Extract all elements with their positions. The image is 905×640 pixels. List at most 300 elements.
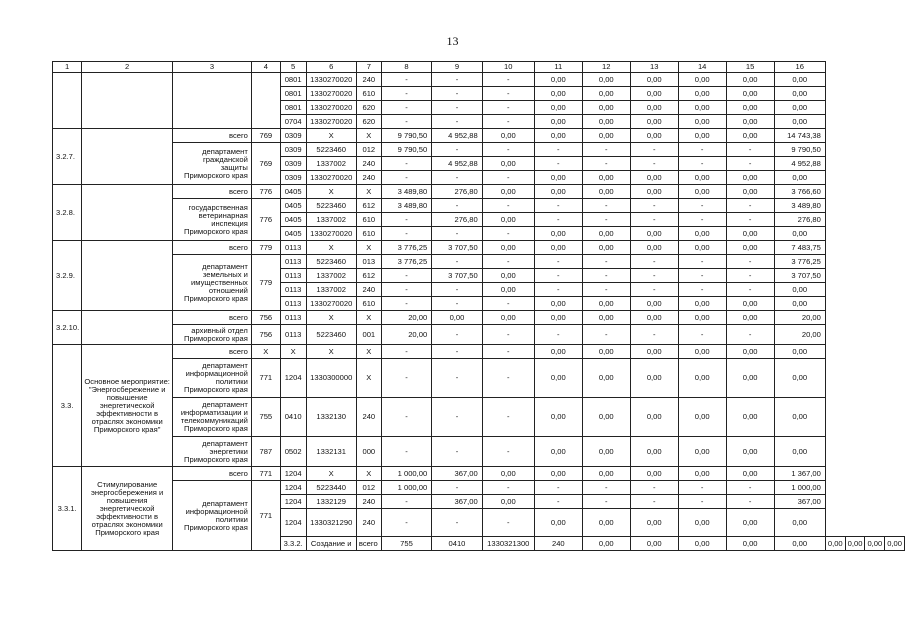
table-cell: 0,00 [582,398,630,437]
table-cell: 0,00 [726,129,774,143]
table-cell: 9 790,50 [774,143,825,157]
table-cell: 0,00 [582,185,630,199]
table-cell: 769 [251,129,280,143]
table-cell: 0,00 [726,101,774,115]
table-cell: 012 [356,143,381,157]
table-cell: 0,00 [678,101,726,115]
table-row [53,129,905,143]
table-cell: 0,00 [678,537,726,551]
table-cell: 1337002 [306,157,356,171]
table-cell: 0,00 [534,345,582,359]
table-cell: - [381,269,432,283]
table-cell: 3 707,50 [432,241,483,255]
table-cell: - [582,143,630,157]
table-cell: - [482,509,534,537]
table-cell: - [630,157,678,171]
table-row [53,398,905,437]
table-cell: X [356,467,381,481]
table-cell: 0,00 [726,227,774,241]
table-cell: 0,00 [630,73,678,87]
table-cell: 0,00 [432,311,483,325]
table-cell: - [726,213,774,227]
table-cell: 0,00 [630,467,678,481]
column-header: 1 [53,62,82,73]
total-label: всего [173,467,252,481]
table-cell: - [381,297,432,311]
table-cell: 012 [356,481,381,495]
table-cell: 776 [251,199,280,241]
table-cell: - [381,73,432,87]
table-cell: 0405 [280,213,306,227]
table-cell: 0,00 [726,73,774,87]
table-cell: 0,00 [774,283,825,297]
table-cell: 276,80 [774,213,825,227]
table-cell: - [381,509,432,537]
table-cell: 0,00 [482,467,534,481]
table-cell: 0,00 [726,509,774,537]
table-cell: 0,00 [774,359,825,398]
table-cell: - [534,199,582,213]
table-cell: X [280,345,306,359]
table-cell: - [432,143,483,157]
column-header: 6 [306,62,356,73]
table-cell: - [534,325,582,345]
table-cell: - [432,359,483,398]
table-cell: 0,00 [482,269,534,283]
table-cell: - [678,157,726,171]
table-cell: 001 [356,325,381,345]
table-cell [82,241,173,311]
table-cell: 0,00 [630,87,678,101]
table-cell: 240 [356,398,381,437]
table-cell: 610 [356,213,381,227]
table-cell: 0,00 [630,227,678,241]
table-cell: - [381,437,432,467]
table-cell: X [306,467,356,481]
table-cell: - [482,398,534,437]
department-name: архивный отдел Приморского края [173,325,252,345]
table-cell [82,311,173,345]
table-cell: 779 [251,241,280,255]
table-cell: 0113 [280,255,306,269]
table-cell: - [432,199,483,213]
table-cell: 3 489,80 [381,199,432,213]
table-cell: 0,00 [726,311,774,325]
table-cell: - [482,87,534,101]
table-cell: - [726,283,774,297]
table-cell: 5223440 [306,481,356,495]
table-cell: 0,00 [774,227,825,241]
table-cell: - [381,359,432,398]
table-cell: 0,00 [678,467,726,481]
table-cell: X [356,345,381,359]
table-cell: 0,00 [630,171,678,185]
table-cell: 0405 [280,185,306,199]
table-cell [53,73,82,129]
table-cell: - [534,283,582,297]
table-cell: 0405 [280,199,306,213]
table-cell: 1330270020 [306,87,356,101]
table-cell: 5223460 [306,199,356,213]
table-cell: 620 [356,101,381,115]
table-row [53,345,905,359]
column-header: 11 [534,62,582,73]
table-cell: 20,00 [381,311,432,325]
table-cell: - [582,199,630,213]
table-cell: - [630,325,678,345]
table-cell: - [678,213,726,227]
table-cell: 20,00 [774,311,825,325]
row-number: 3.3. [53,345,82,467]
table-cell: 0,00 [630,101,678,115]
table-cell: 1 000,00 [774,481,825,495]
table-cell: 0,00 [726,185,774,199]
table-cell: - [432,481,483,495]
table-cell [173,73,252,129]
table-cell [82,185,173,241]
table-cell: 0,00 [582,171,630,185]
department-name: департамент информатизации и телекоммуникаций Приморского края [173,398,252,437]
table-cell: 0,00 [482,129,534,143]
table-cell: 0113 [280,269,306,283]
table-cell: 0,00 [726,437,774,467]
table-cell: 0,00 [582,73,630,87]
row-number: 3.3.2. [280,537,306,551]
header-row [53,62,905,73]
table-cell: 1204 [280,467,306,481]
table-cell: 0,00 [678,87,726,101]
table-cell: 1330321290 [306,509,356,537]
table-cell: 0,00 [726,241,774,255]
table-cell: 0113 [280,325,306,345]
total-label: всего [356,537,381,551]
table-row [53,185,905,199]
table-cell: 0,00 [630,129,678,143]
table-cell: - [534,143,582,157]
table-cell: - [582,481,630,495]
table-cell: 0,00 [534,227,582,241]
table-cell: 240 [356,171,381,185]
table-cell: 3 776,25 [381,255,432,269]
table-cell: - [726,143,774,157]
table-cell: - [381,115,432,129]
table-cell: 240 [356,509,381,537]
table-cell: 787 [251,437,280,467]
table-cell: - [381,101,432,115]
row-number: 3.2.7. [53,129,82,185]
table-row [53,437,905,467]
table-cell: 0,00 [774,171,825,185]
table-cell: 1204 [280,495,306,509]
table-cell: 0,00 [726,537,774,551]
table-cell: - [630,495,678,509]
table-cell: 5223460 [306,143,356,157]
table-cell: 0113 [280,241,306,255]
table-cell: - [630,143,678,157]
table-cell: 612 [356,199,381,213]
total-label: всего [173,241,252,255]
table-cell: 0,00 [482,283,534,297]
column-header: 4 [251,62,280,73]
table-cell: 1330300000 [306,359,356,398]
table-cell: 1332130 [306,398,356,437]
table-cell: 0,00 [630,115,678,129]
table-cell: 1 367,00 [774,467,825,481]
table-cell: - [381,398,432,437]
table-cell: - [381,171,432,185]
table-cell: - [381,227,432,241]
table-cell: 1330270020 [306,171,356,185]
table-cell: 0,00 [534,171,582,185]
table-cell: X [356,185,381,199]
table-cell: 0,00 [678,73,726,87]
table-cell: 0,00 [726,398,774,437]
table-cell: 0,00 [774,101,825,115]
table-cell: - [582,325,630,345]
table-cell: 0,00 [774,297,825,311]
table-cell: 0704 [280,115,306,129]
table-cell: 0,00 [582,297,630,311]
table-cell: - [582,255,630,269]
table-cell: - [482,143,534,157]
table-cell: - [726,481,774,495]
table-cell: 0309 [280,129,306,143]
table-cell: 0,00 [678,241,726,255]
table-cell: - [482,345,534,359]
table-cell: 0,00 [582,345,630,359]
table-cell: 1330270020 [306,73,356,87]
table-cell: 0,00 [678,345,726,359]
table-cell: 0,00 [582,537,630,551]
table-cell: 610 [356,297,381,311]
table-cell: 0,00 [885,537,905,551]
table-cell: 0309 [280,171,306,185]
table-cell: - [482,325,534,345]
table-cell: 367,00 [432,495,483,509]
table-cell: - [432,255,483,269]
table-cell: 0,00 [678,185,726,199]
department-name: департамент информационной политики Приморского края [173,481,252,551]
table-cell: - [432,87,483,101]
table-cell: - [534,481,582,495]
column-header: 12 [582,62,630,73]
table-cell: 0,00 [774,398,825,437]
table-cell: 1330270020 [306,297,356,311]
table-cell: - [630,199,678,213]
table-cell: 0,00 [678,311,726,325]
table-row [53,325,905,345]
table-cell: 0,00 [482,495,534,509]
table-row [53,143,905,157]
table-cell: 240 [356,495,381,509]
table-cell: 3 707,50 [432,269,483,283]
table-cell: - [482,255,534,269]
table-cell: 0309 [280,143,306,157]
table-row [53,199,905,213]
table-cell: 0801 [280,101,306,115]
table-row [53,311,905,325]
table-cell: - [726,269,774,283]
table-cell: 1330270020 [306,227,356,241]
table-cell: 0,00 [726,359,774,398]
table-cell: 3 776,25 [381,241,432,255]
table-cell: 756 [251,325,280,345]
table-cell: 0,00 [630,241,678,255]
table-cell: 0,00 [534,311,582,325]
table-cell: 0,00 [678,115,726,129]
table-cell: 0,00 [630,398,678,437]
table-cell: - [482,359,534,398]
table-cell: 0,00 [482,185,534,199]
table-cell: 0,00 [582,437,630,467]
table-cell: X [306,129,356,143]
table-cell: - [381,495,432,509]
column-header: 5 [280,62,306,73]
table-cell: - [381,213,432,227]
total-label: всего [173,129,252,143]
total-label: всего [173,185,252,199]
page-number: 13 [446,34,459,48]
table-cell: X [356,241,381,255]
table-cell [82,129,173,185]
table-cell: - [726,199,774,213]
table-cell: 1330321300 [482,537,534,551]
table-cell: - [534,157,582,171]
table-cell: - [482,73,534,87]
table-cell: 7 483,75 [774,241,825,255]
table-cell: 3 489,80 [381,185,432,199]
table-cell: 0,00 [534,129,582,143]
table-cell: 0,00 [582,115,630,129]
table-cell: 0,00 [582,87,630,101]
table-cell: 0,00 [582,241,630,255]
table-cell: 610 [356,227,381,241]
table-cell: 0,00 [726,297,774,311]
table-cell: 0,00 [582,227,630,241]
table-cell: 0,00 [726,467,774,481]
column-header: 2 [82,62,173,73]
table-cell: - [630,269,678,283]
table-row [53,359,905,398]
table-cell: 0,00 [534,185,582,199]
table-cell: X [306,311,356,325]
table-cell: 4 952,88 [432,157,483,171]
table-cell: 0,00 [482,157,534,171]
table-cell: 1 000,00 [381,481,432,495]
table-cell: 1332131 [306,437,356,467]
table-cell: 0,00 [534,437,582,467]
table-cell: - [534,213,582,227]
table-cell: - [582,157,630,171]
column-header: 8 [381,62,432,73]
table-cell: 1204 [280,509,306,537]
table-cell: 1332129 [306,495,356,509]
table-cell: - [534,269,582,283]
table-cell: 0,00 [534,509,582,537]
table-cell: 0,00 [630,359,678,398]
table-cell: 240 [534,537,582,551]
table-cell: X [306,185,356,199]
table-cell: 14 743,38 [774,129,825,143]
table-cell: 0,00 [582,311,630,325]
table-cell: 0,00 [678,129,726,143]
table-cell: 612 [356,269,381,283]
table-cell: 0,00 [582,129,630,143]
table-row [53,255,905,269]
table-cell: 0,00 [678,509,726,537]
table-cell: - [678,143,726,157]
table-cell: 769 [251,143,280,185]
table-cell: 9 790,50 [381,143,432,157]
table-cell: 0,00 [678,398,726,437]
row-number: 3.2.8. [53,185,82,241]
table-cell: - [432,325,483,345]
table-cell: 0405 [280,227,306,241]
table-cell: 0,00 [774,115,825,129]
table-cell: - [534,255,582,269]
table-cell: 0,00 [678,171,726,185]
table-cell: 3 707,50 [774,269,825,283]
table-cell: 0,00 [630,537,678,551]
total-label: всего [173,311,252,325]
table-cell: 0,00 [774,537,825,551]
table-cell: 9 790,50 [381,129,432,143]
table-cell: 0,00 [678,227,726,241]
table-cell: 367,00 [432,467,483,481]
department-name: департамент гражданской защиты Приморского края [173,143,252,185]
table-cell: 0,00 [630,297,678,311]
table-cell: 0,00 [582,359,630,398]
table-cell: - [482,171,534,185]
table-cell: 776 [251,185,280,199]
table-cell: 771 [251,467,280,481]
table-cell: 1337002 [306,283,356,297]
department-name: департамент энергетики Приморского края [173,437,252,467]
table-cell: 000 [356,437,381,467]
table-cell: 0,00 [534,101,582,115]
event-name: Основное мероприятие: "Энергосбережение и повышение энергетической эффективности в отраслях экономики Приморского края" [82,345,173,467]
table-cell: 0,00 [534,115,582,129]
table-cell: - [678,481,726,495]
table-cell: 755 [381,537,432,551]
event-name: Стимулирование энергосбережения и повышения энергетической эффективности в отраслях экономики Приморского края [82,467,173,551]
table-cell: - [381,87,432,101]
table-cell: X [356,311,381,325]
column-header: 16 [774,62,825,73]
table-cell: - [678,495,726,509]
table-cell: - [381,345,432,359]
table-cell: - [482,101,534,115]
table-cell: - [482,481,534,495]
table-cell: 5223460 [306,325,356,345]
table-cell: 0,00 [534,467,582,481]
table-cell: 1204 [280,359,306,398]
table-cell: 0,00 [582,467,630,481]
table-cell: 0,00 [845,537,865,551]
table-cell: 240 [356,73,381,87]
table-cell: 0,00 [774,345,825,359]
column-header: 10 [482,62,534,73]
table-cell: 0,00 [630,311,678,325]
table-cell: 367,00 [774,495,825,509]
row-number: 3.2.9. [53,241,82,311]
table-cell: 756 [251,311,280,325]
budget-table [52,61,905,551]
table-cell: X [251,345,280,359]
table-cell: 0410 [432,537,483,551]
table-row [53,73,905,87]
row-number: 3.2.10. [53,311,82,345]
